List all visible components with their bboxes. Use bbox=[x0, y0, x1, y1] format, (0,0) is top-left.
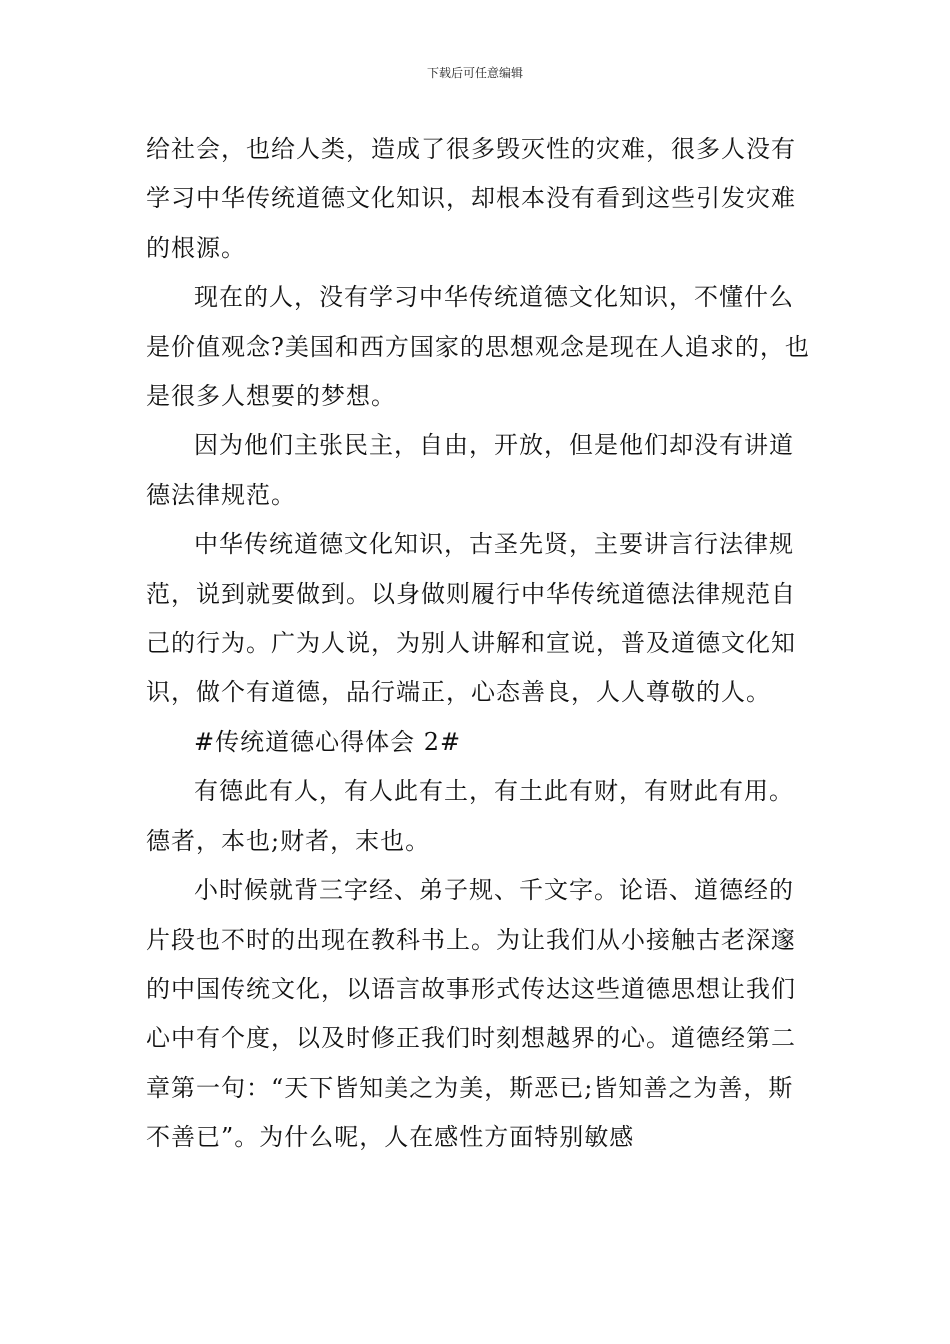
paragraph: 因为他们主张民主，自由，开放，但是他们却没有讲道德法律规范。 bbox=[146, 431, 794, 509]
paragraph-continuation: 给社会，也给人类，造成了很多毁灭性的灾难，很多人没有学习中华传统道德文化知识，却根本没有看到这些引发灾难的根源。 bbox=[146, 135, 796, 262]
paragraph: 有德此有人，有人此有土，有土此有财，有财此有用。 德者，本也;财者，末也。 bbox=[146, 777, 794, 855]
paragraph: 中华传统道德文化知识，古圣先贤，主要讲言行法律规范，说到就要做到。以身做则履行中华传统道德法律规范自己的行为。广为人说，为别人讲解和宣说，普及道德文化知识，做个有道德，品行端正，心态善良，人人尊敬的人。 bbox=[146, 530, 796, 707]
page-header-note: 下载后可任意编辑 bbox=[426, 66, 523, 80]
paragraph: 现在的人，没有学习中华传统道德文化知识，不懂什么是价值观念?美国和西方国家的思想观念是现在人追求的，也是很多人想要的梦想。 bbox=[146, 283, 810, 411]
section-heading: #传统道德心得体会 2# bbox=[194, 727, 462, 756]
paragraph: 小时候就背三字经、弟子规、千文字。论语、道德经的片段也不时的出现在教科书上。为让我们从小接触古老深邃的中国传统文化，以语言故事形式传达这些道德思想让我们心中有个度，以及时修正我们时刻想越界的心。道德经第二章第一句：“天下皆知美之为美，斯恶已;皆知善之为善，斯不善已”。为什么呢，人在感性方面特别敏感 bbox=[146, 876, 796, 1152]
document-body bbox=[146, 125, 816, 1163]
